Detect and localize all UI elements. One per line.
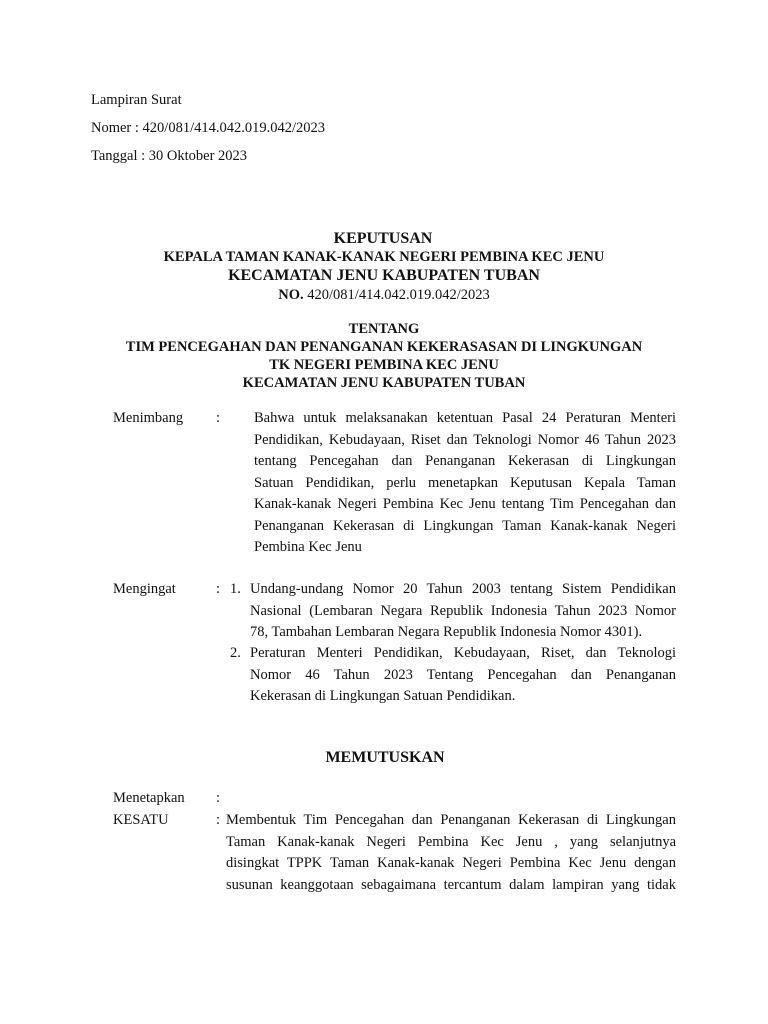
menetapkan-label: Menetapkan <box>113 790 185 806</box>
kesatu-text <box>226 810 676 896</box>
menimbang-line: tentang Pencegahan dan Penanganan Kekerasan di Lingkungan <box>254 453 676 469</box>
menimbang-line: Satuan Pendidikan, perlu menetapkan Keputusan Kepala Taman <box>254 474 676 491</box>
mengingat-item-2-number: 2. <box>230 645 241 661</box>
subject-line-2: TK NEGERI PEMBINA KEC JENU <box>269 357 499 373</box>
subject-line-1: TIM PENCEGAHAN DAN PENANGANAN KEKERASASAN DI LINGKUNGAN <box>125 339 643 355</box>
mengingat-label: Mengingat <box>113 581 176 597</box>
decision-number <box>0 285 768 307</box>
mengingat-item-line: 78, Tambahan Lembaran Negara Republik Indonesia Nomor 4301). <box>250 624 643 640</box>
mengingat-item-line: Undang-undang Nomor 20 Tahun 2003 tentang Sistem Pendidikan <box>250 581 676 597</box>
decision-heading: KEPUTUSAN <box>333 230 433 247</box>
kesatu-line: disingkat TPPK Taman Kanak-kanak Negeri Pembina Kec Jenu dengan <box>226 855 676 871</box>
menimbang-line: Pembina Kec Jenu <box>254 539 362 555</box>
mengingat-colon: : <box>216 581 221 597</box>
kesatu-line: Taman Kanak-kanak Negeri Pembina Kec Jenu , yang selanjutnya <box>226 833 676 850</box>
subject-line-3: KECAMATAN JENU KABUPATEN TUBAN <box>242 375 526 391</box>
mengingat-item-2-text <box>250 643 676 708</box>
mengingat-item-line: Nasional (Lembaran Negara Republik Indonesia Tahun 2023 Nomor <box>250 602 676 619</box>
menimbang-line: Penanganan Kekerasan di Lingkungan Taman Kanak-kanak Negeri <box>254 517 676 534</box>
mengingat-item-1-text <box>250 579 676 644</box>
kesatu-label: KESATU <box>113 812 169 828</box>
menimbang-label: Menimbang <box>113 410 184 426</box>
mengingat-item-line: Kekerasan di Lingkungan Satuan Pendidikan. <box>250 688 516 704</box>
mengingat-item-line: Nomor 46 Tahun 2023 Tentang Pencegahan dan Penanganan <box>250 666 676 683</box>
title-line-1: KEPALA TAMAN KANAK-KANAK NEGERI PEMBINA KEC JENU <box>163 249 605 265</box>
attachment-date: Tanggal : 30 Oktober 2023 <box>91 148 248 164</box>
mengingat-item-1-number: 1. <box>230 581 241 597</box>
title-line-2: KECAMATAN JENU KABUPATEN TUBAN <box>228 267 540 284</box>
mengingat-item-line: Peraturan Menteri Pendidikan, Kebudayaan, Riset, dan Teknologi <box>250 645 676 661</box>
kesatu-colon: : <box>216 812 221 828</box>
memutuskan-heading: MEMUTUSKAN <box>325 749 445 766</box>
attachment-label: Lampiran Surat <box>91 92 182 108</box>
menimbang-line: Bahwa untuk melaksanakan ketentuan Pasal 24 Peraturan Menteri <box>254 410 676 426</box>
decision-number-label: NO. <box>278 287 304 303</box>
menimbang-text <box>254 408 676 559</box>
kesatu-line: susunan keanggotaan sebagaimana tercantum dalam lampiran yang tidak <box>226 876 676 893</box>
attachment-number: Nomer : 420/081/414.042.019.042/2023 <box>91 120 326 136</box>
menimbang-line: Pendidikan, Kebudayaan, Riset dan Teknologi Nomor 46 Tahun 2023 <box>254 431 676 448</box>
menimbang-colon: : <box>216 410 221 426</box>
decision-number-value: 420/081/414.042.019.042/2023 <box>307 287 490 303</box>
subject-heading: TENTANG <box>348 321 420 337</box>
menimbang-line: Kanak-kanak Negeri Pembina Kec Jenu tentang Tim Pencegahan dan <box>254 496 676 512</box>
menetapkan-colon: : <box>216 790 221 806</box>
kesatu-line: Membentuk Tim Pencegahan dan Penanganan Kekerasan di Lingkungan <box>226 812 676 828</box>
